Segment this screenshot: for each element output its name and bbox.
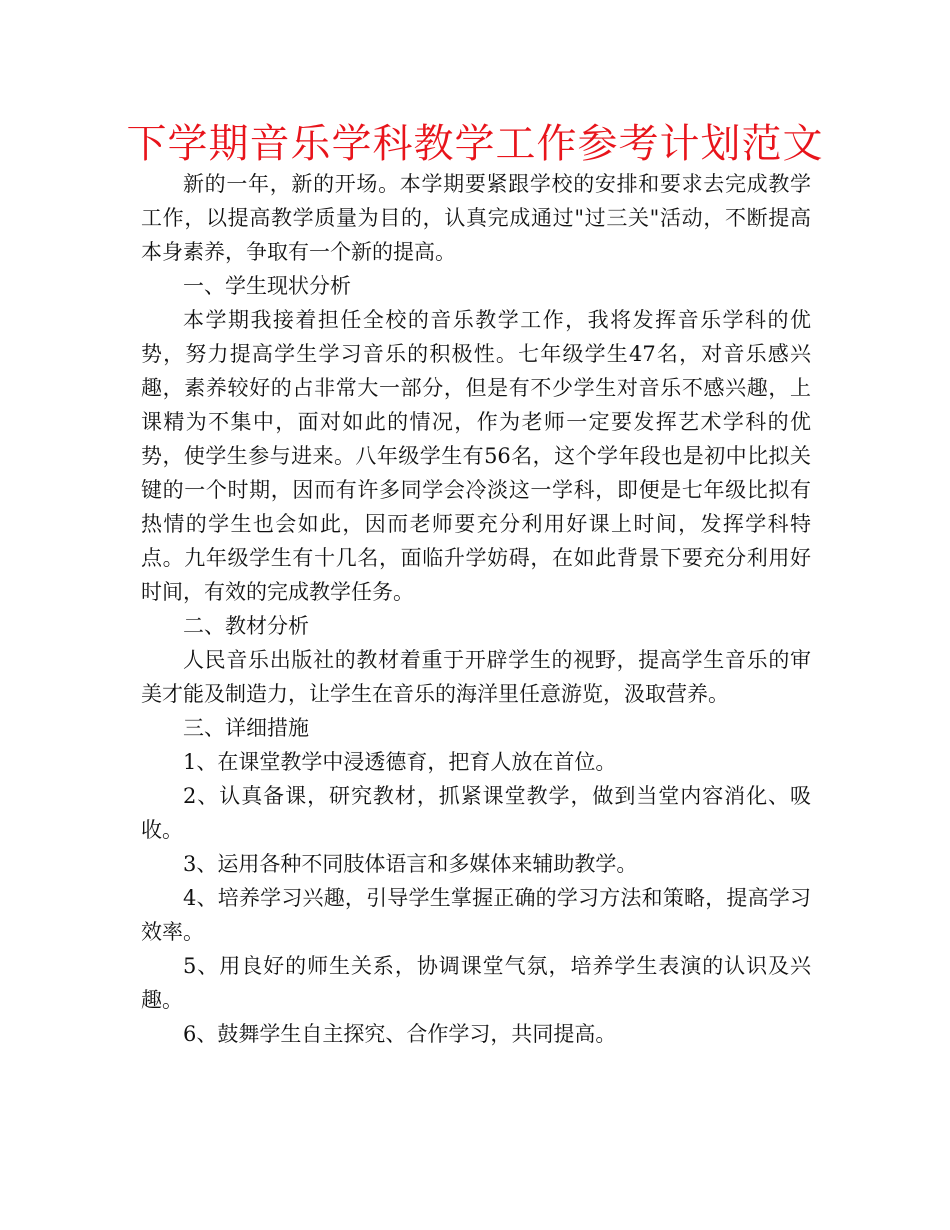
paragraph-student-analysis: 本学期我接着担任全校的音乐教学工作，我将发挥音乐学科的优势，努力提高学生学习音乐的积极性。七年级学生47名，对音乐感兴趣，素养较好的占非常大一部分，但是有不少学生对音乐不感兴趣，上课精为不集中，面对如此的情况，作为老师一定要发挥艺术学科的优势，使学生参与进来。八年级学生有56名，这个学年段也是初中比拟关键的一个时期，因而有许多同学会冷淡这一学科，即便是七年级比拟有热情的学生也会如此，因而老师要充分利用好课上时间，发挥学科特点。九年级学生有十几名，面临升学妨碍，在如此背景下要充分利用好时间，有效的完成教学任务。 (141, 308, 811, 604)
measure-item-2: 2、认真备课，研究教材，抓紧课堂教学，做到当堂内容消化、吸收。 (141, 784, 811, 842)
measure-item-3: 3、运用各种不同肢体语言和多媒体来辅助教学。 (183, 852, 638, 876)
document-body (141, 167, 811, 1051)
measure-item-4: 4、培养学习兴趣，引导学生掌握正确的学习方法和策略，提高学习效率。 (141, 886, 811, 944)
section-heading-textbook-analysis: 二、教材分析 (183, 614, 309, 638)
section-heading-measures: 三、详细措施 (183, 716, 309, 740)
measure-item-6: 6、鼓舞学生自主探究、合作学习，共同提高。 (183, 1022, 617, 1046)
paragraph-intro: 新的一年，新的开场。本学期要紧跟学校的安排和要求去完成教学工作，以提高教学质量为目的，认真完成通过"过三关"活动，不断提高本身素养，争取有一个新的提高。 (141, 172, 811, 264)
paragraph-textbook-analysis: 人民音乐出版社的教材着重于开辟学生的视野，提高学生音乐的审美才能及制造力，让学生在音乐的海洋里任意游览，汲取营养。 (141, 648, 811, 706)
document-title: 下学期音乐学科教学工作参考计划范文 (126, 121, 824, 167)
measure-item-1: 1、在课堂教学中浸透德育，把育人放在首位。 (183, 750, 617, 774)
measure-item-5: 5、用良好的师生关系，协调课堂气氛，培养学生表演的认识及兴趣。 (141, 954, 811, 1012)
section-heading-student-analysis: 一、学生现状分析 (183, 274, 351, 298)
